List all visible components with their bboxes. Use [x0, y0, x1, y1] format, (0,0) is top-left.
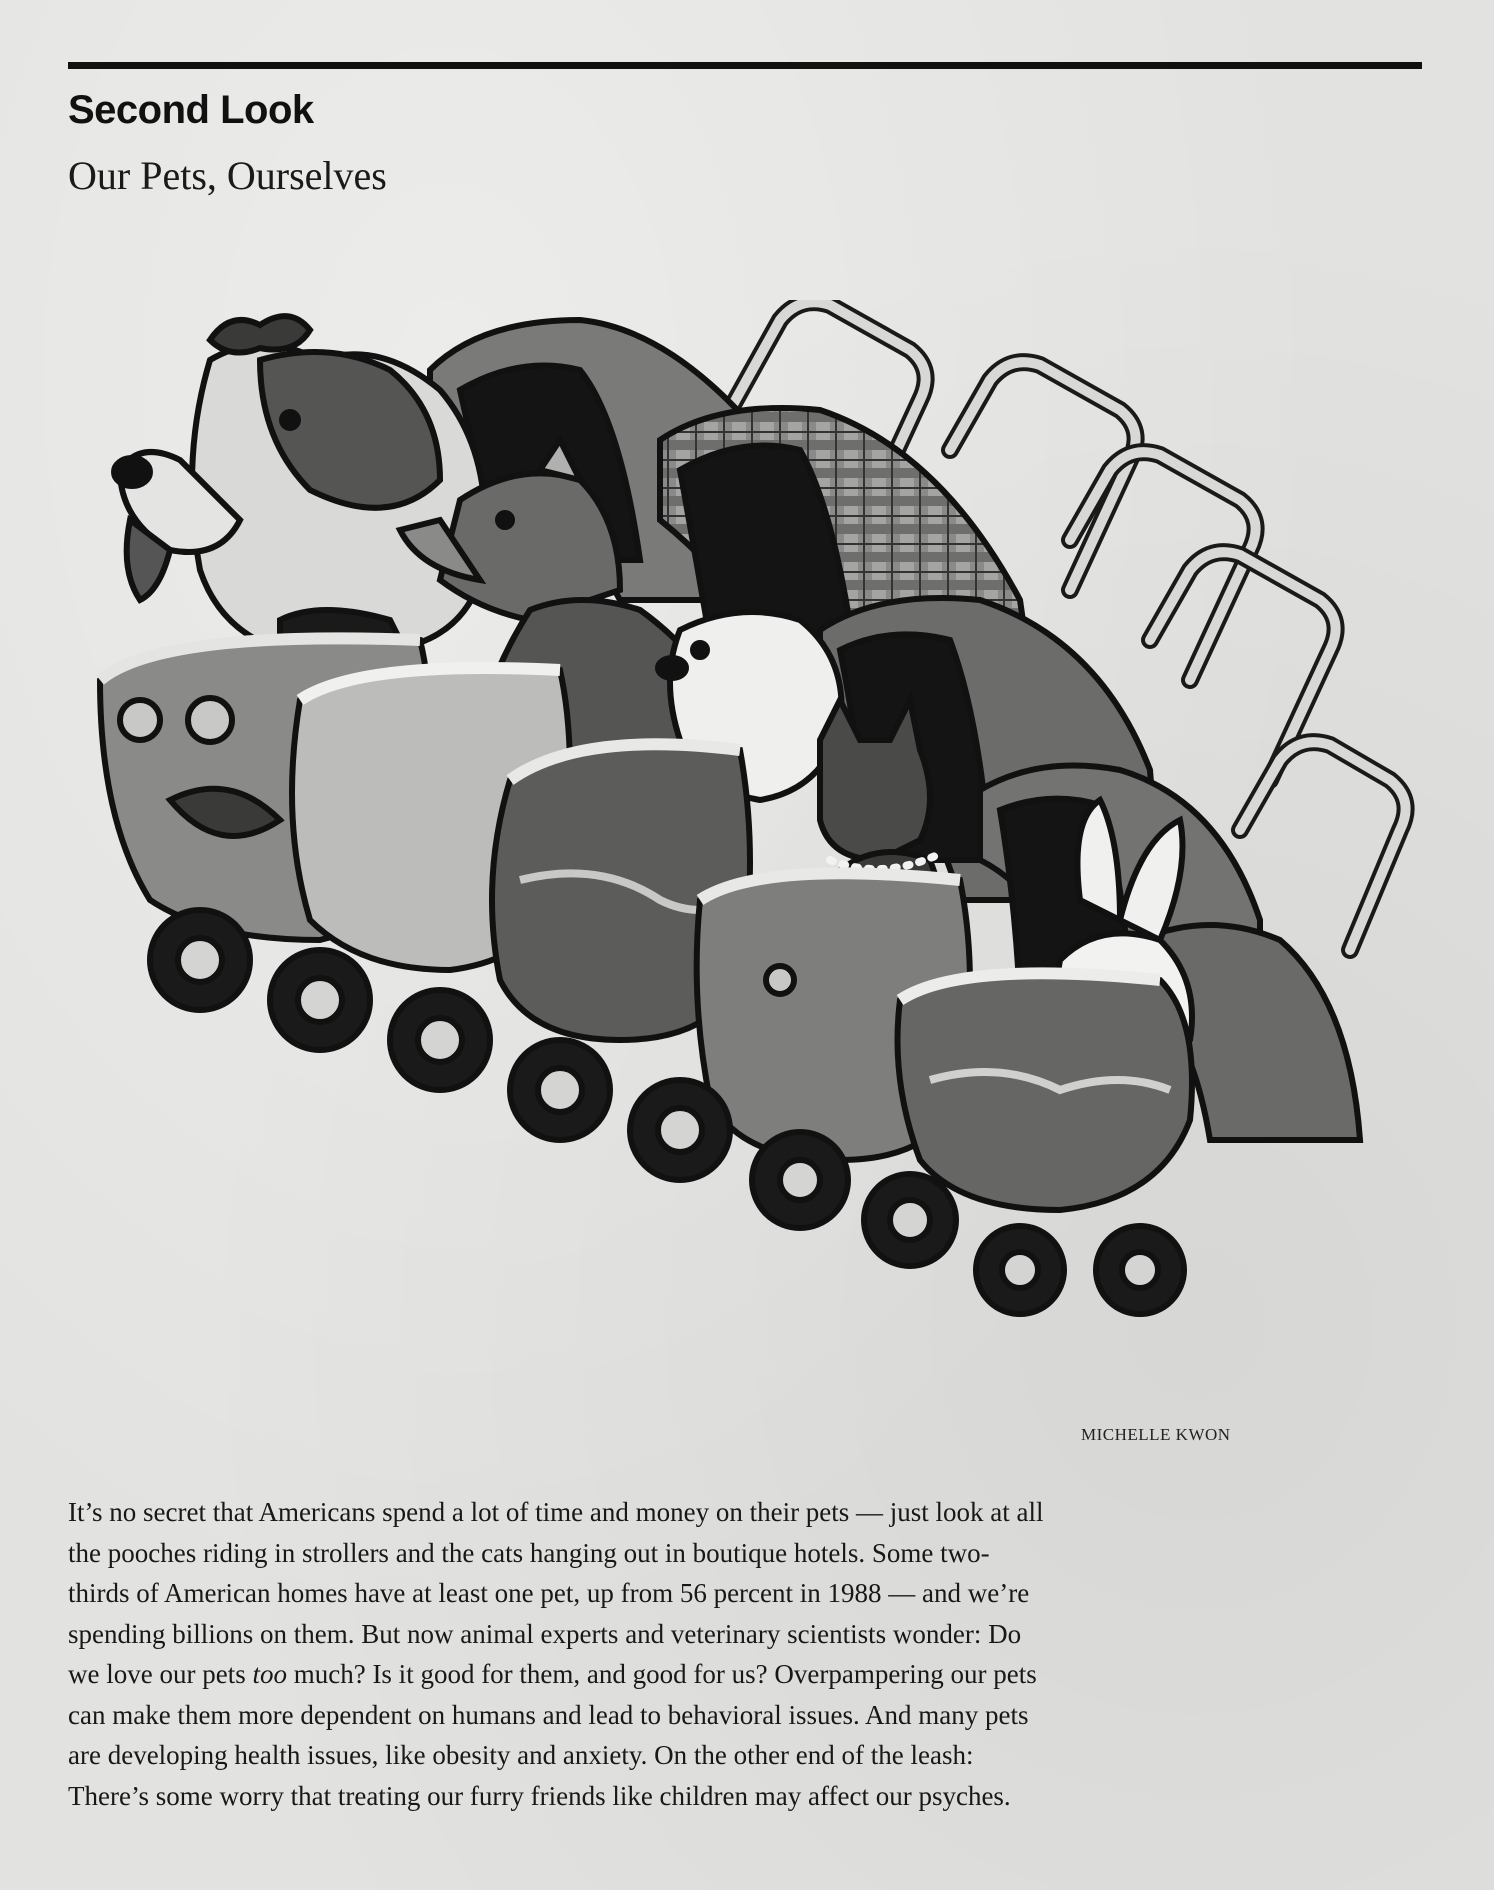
article-line: are developing health issues, like obesity and anxiety. On the other end of the leash: [68, 1740, 974, 1770]
emphasis-too: too [252, 1659, 287, 1689]
article-line-part: much? Is it good for them, and good for us? Overpampering our pets [286, 1659, 1037, 1689]
article-line: There’s some worry that treating our furry friends like children may affect our psyches. [68, 1780, 1011, 1811]
article-line: can make them more dependent on humans and lead to behavioral issues. And many pets [68, 1699, 1029, 1730]
section-kicker: Second Look [68, 88, 314, 132]
article-line [68, 1654, 1428, 1695]
illustration-credit: MICHELLE KWON [1081, 1425, 1231, 1444]
article-line: thirds of American homes have at least one pet, up from 56 percent in 1988 — and we’re [68, 1578, 1030, 1608]
article-body [68, 1492, 1428, 1816]
pets-in-strollers-illustration [60, 300, 1460, 1420]
article-line: the pooches riding in strollers and the cats hanging out in boutique hotels. Some two- [68, 1537, 990, 1568]
top-rule [68, 62, 1422, 69]
headline: Our Pets, Ourselves [68, 153, 387, 198]
article-line: It’s no secret that Americans spend a lot of time and money on their pets — just look at all [68, 1497, 1044, 1527]
article-line: spending billions on them. But now animal experts and veterinary scientists wonder: Do [68, 1618, 1022, 1649]
article-line-part: we love our pets [68, 1659, 253, 1689]
